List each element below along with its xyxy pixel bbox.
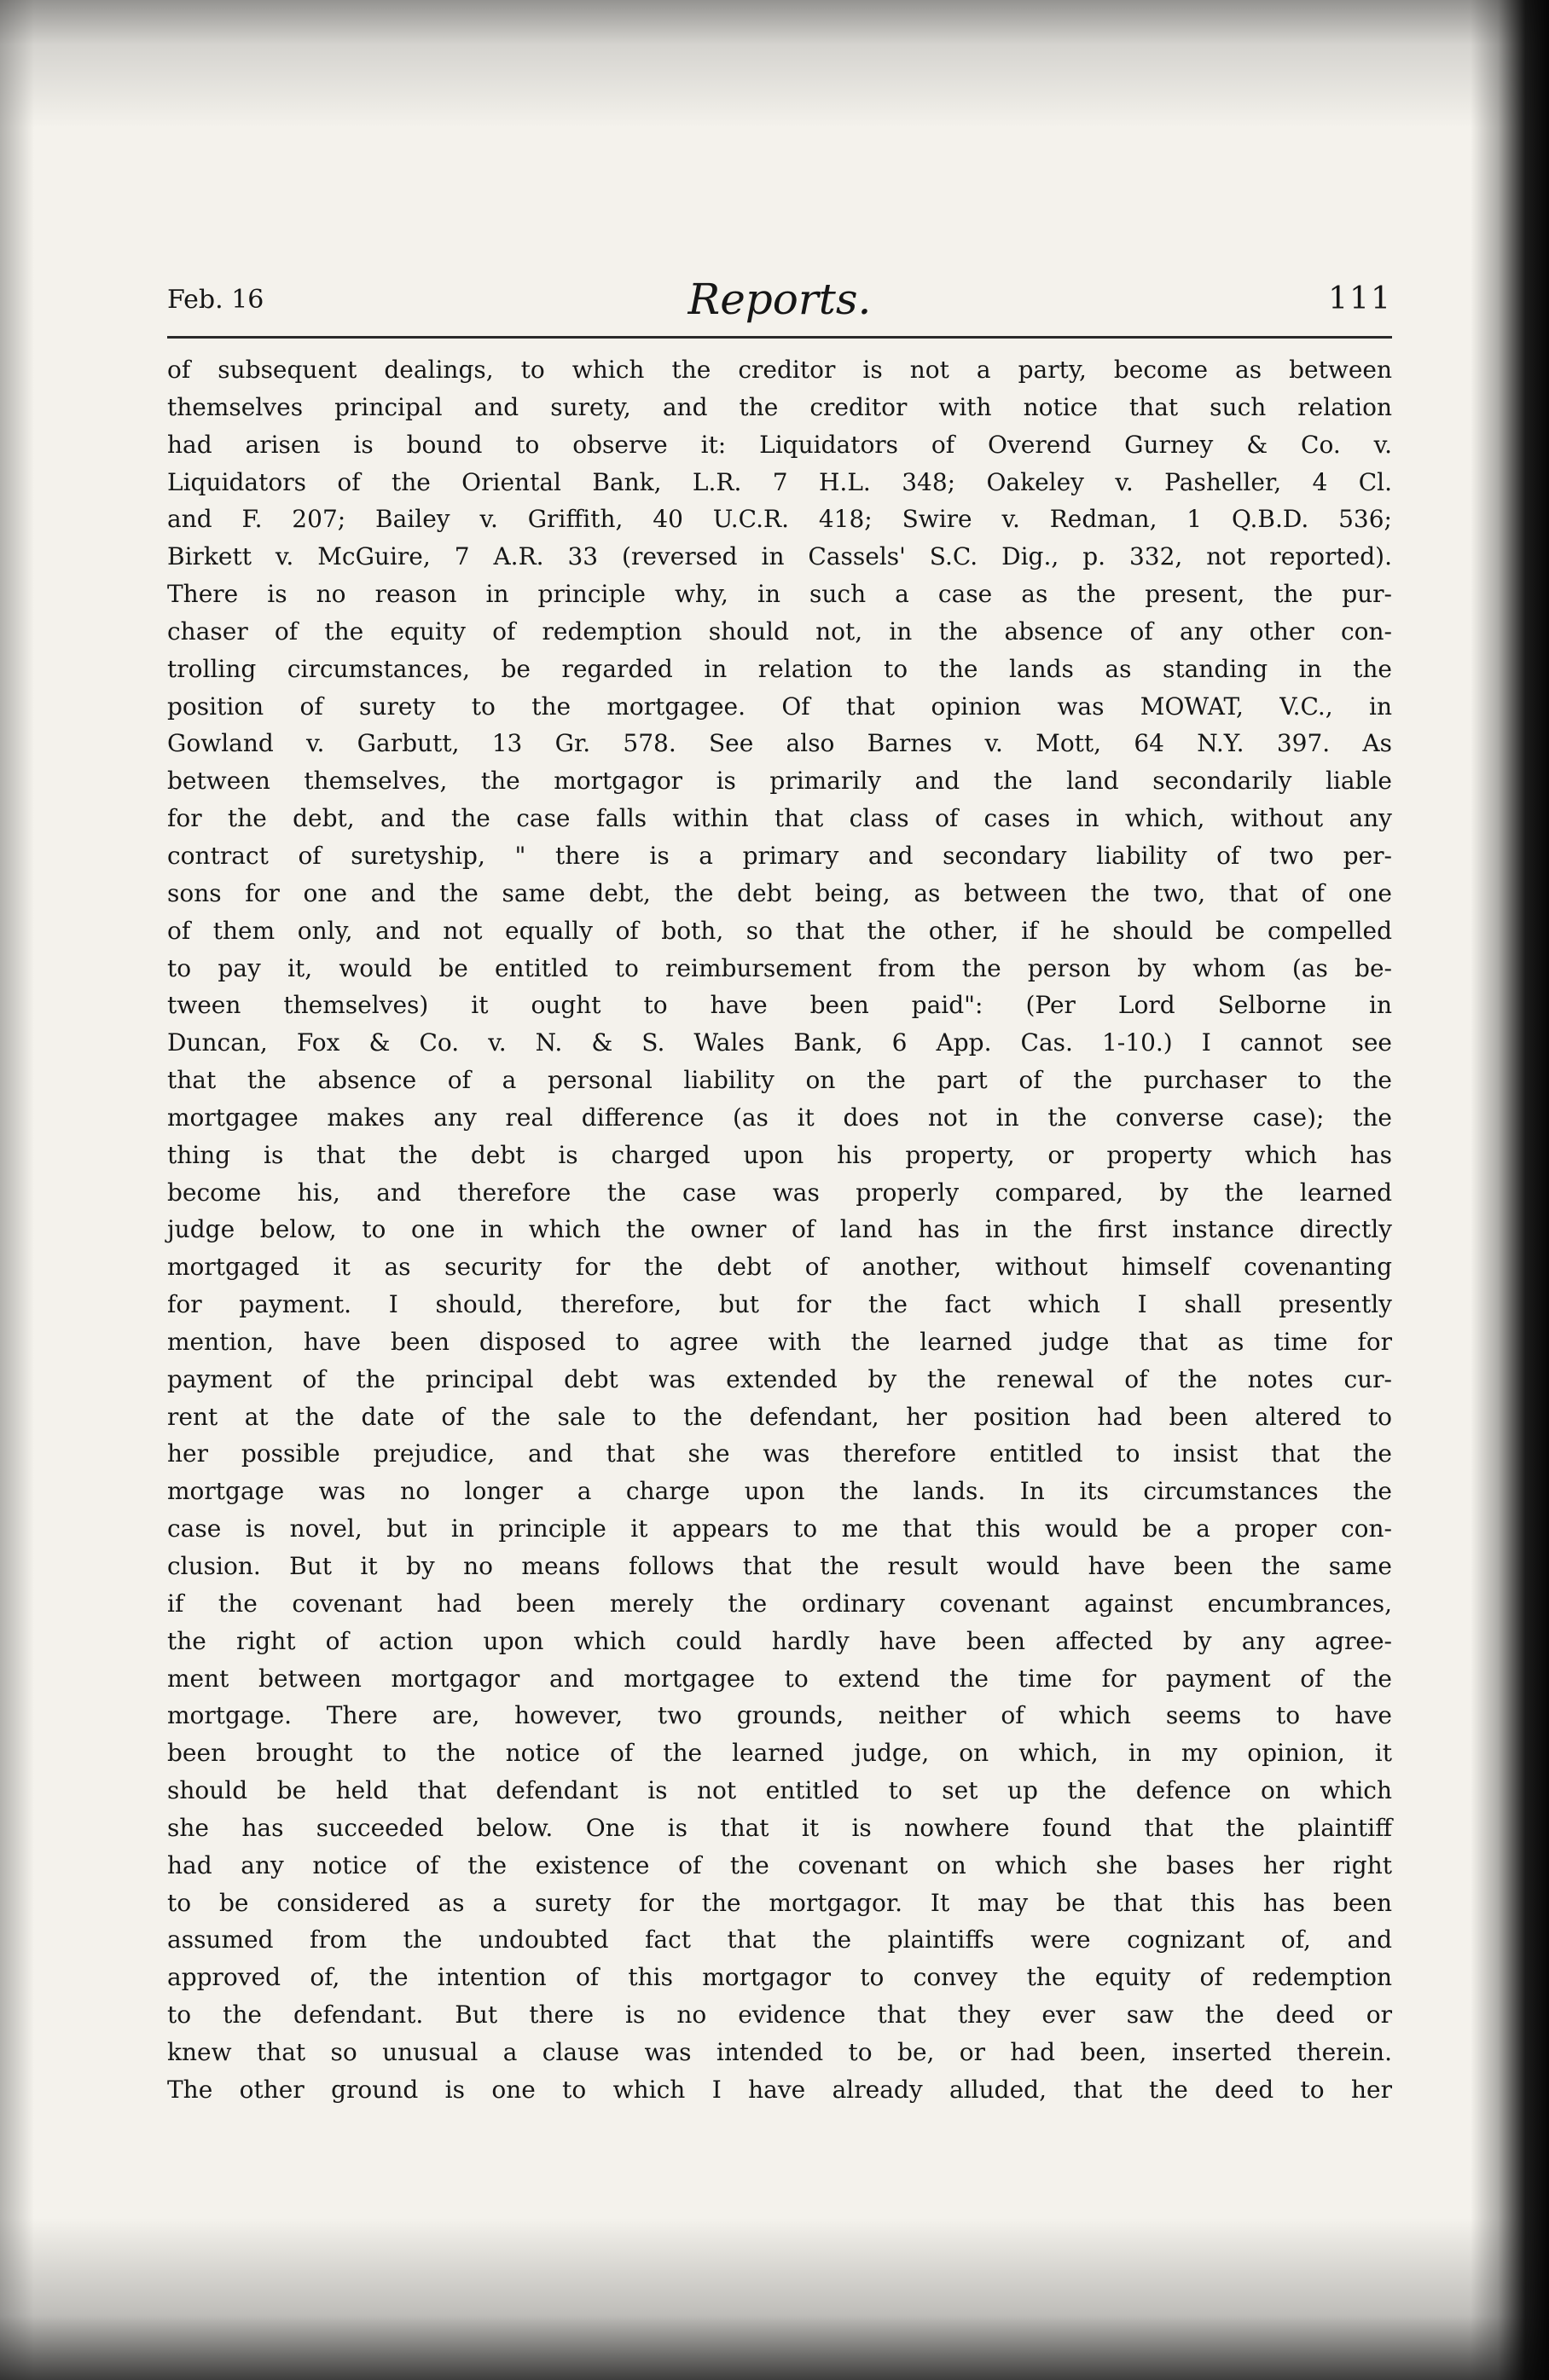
text-line: had any notice of the existence of the covenant on which she bases her right [167,1850,1392,1879]
body-text [167,351,1392,2109]
text-line: themselves principal and surety, and the creditor with notice that such relation [167,392,1392,421]
text-line: of them only, and not equally of both, so that the other, if he should be compelled [167,916,1392,945]
header-rule [167,336,1392,339]
text-line: to the defendant. But there is no evidence that they ever saw the deed or [167,2001,1392,2030]
text-line: thing is that the debt is charged upon his property, or property which has [167,1140,1392,1169]
text-line: knew that so unusual a clause was intended to be, or had been, inserted therein. [167,2037,1392,2066]
text-line: of subsequent dealings, to which the creditor is not a party, become as between [167,356,1392,384]
text-line: clusion. But it by no means follows that the result would have been the same [167,1552,1392,1580]
text-line: mortgage. There are, however, two grounds, neither of which seems to have [167,1701,1392,1730]
text-line: had arisen is bound to observe it: Liquidators of Overend Gurney & Co. v. [167,430,1392,459]
text-line: Duncan, Fox & Co. v. N. & S. Wales Bank, 6 App. Cas. 1-10.) I cannot see [167,1028,1392,1057]
text-line: her possible prejudice, and that she was therefore entitled to insist that the [167,1439,1392,1468]
scan-shadow-right [1471,0,1549,2380]
header-date: Feb. 16 [167,285,264,315]
text-line: sons for one and the same debt, the debt being, as between the two, that of one [167,878,1392,907]
text-line: for the debt, and the case falls within that class of cases in which, without any [167,804,1392,833]
text-line: Liquidators of the Oriental Bank, L.R. 7 H.L. 348; Oakeley v. Pasheller, 4 Cl. [167,467,1392,496]
text-line: and F. 207; Bailey v. Griffith, 40 U.C.R. 418; Swire v. Redman, 1 Q.B.D. 536; [167,505,1392,534]
text-line: to be considered as a surety for the mortgagor. It may be that this has been [167,1888,1392,1917]
text-line: tween themselves) it ought to have been paid": (Per Lord Selborne in [167,991,1392,1020]
text-line: mortgage was no longer a charge upon the lands. In its circumstances the [167,1477,1392,1506]
text-line: become his, and therefore the case was properly compared, by the learned [167,1178,1392,1207]
text-line: to pay it, would be entitled to reimbursement from the person by whom (as be- [167,953,1392,982]
text-line: approved of, the intention of this mortgagor to convey the equity of redemption [167,1963,1392,1992]
text-line: the right of action upon which could hardly have been affected by any agree- [167,1626,1392,1655]
text-line: Birkett v. McGuire, 7 A.R. 33 (reversed in Cassels' S.C. Dig., p. 332, not reported). [167,542,1392,571]
text-line: assumed from the undoubted fact that the plaintiffs were cognizant of, and [167,1925,1392,1954]
text-line: chaser of the equity of redemption should not, in the absence of any other con- [167,617,1392,646]
text-line: case is novel, but in principle it appears to me that this would be a proper con- [167,1514,1392,1543]
text-line: ment between mortgagor and mortgagee to extend the time for payment of the [167,1664,1392,1693]
text-line: mortgagee makes any real difference (as it does not in the converse case); the [167,1103,1392,1132]
text-line: she has succeeded below. One is that it is nowhere found that the plaintiff [167,1813,1392,1842]
page-number: 111 [1328,281,1392,316]
text-line: should be held that defendant is not entitled to set up the defence on which [167,1776,1392,1805]
scan-shadow-left [0,0,34,2380]
text-line: There is no reason in principle why, in such a case as the present, the pur- [167,580,1392,609]
running-header [167,275,1392,326]
text-line: if the covenant had been merely the ordinary covenant against encumbrances, [167,1589,1392,1618]
text-line: been brought to the notice of the learned judge, on which, in my opinion, it [167,1739,1392,1768]
header-title: Reports. [687,275,872,324]
text-line: mortgaged it as security for the debt of another, without himself covenanting [167,1253,1392,1282]
text-line: between themselves, the mortgagor is primarily and the land secondarily liable [167,767,1392,796]
text-line: payment of the principal debt was extended by the renewal of the notes cur- [167,1364,1392,1393]
text-line: position of surety to the mortgagee. Of that opinion was MOWAT, V.C., in [167,692,1392,721]
text-line: The other ground is one to which I have already alluded, that the deed to her [167,2075,1392,2104]
scan-shadow-bottom [0,2218,1549,2380]
text-line: that the absence of a personal liability on the part of the purchaser to the [167,1066,1392,1095]
text-line: judge below, to one in which the owner of land has in the first instance directly [167,1215,1392,1244]
text-line: trolling circumstances, be regarded in relation to the lands as standing in the [167,654,1392,683]
text-line: contract of suretyship, " there is a primary and secondary liability of two per- [167,841,1392,870]
scan-shadow-top [0,0,1549,128]
text-line: mention, have been disposed to agree with the learned judge that as time for [167,1327,1392,1356]
text-line: for payment. I should, therefore, but for the fact which I shall presently [167,1290,1392,1319]
text-line: Gowland v. Garbutt, 13 Gr. 578. See also Barnes v. Mott, 64 N.Y. 397. As [167,729,1392,758]
text-line: rent at the date of the sale to the defendant, her position had been altered to [167,1402,1392,1431]
